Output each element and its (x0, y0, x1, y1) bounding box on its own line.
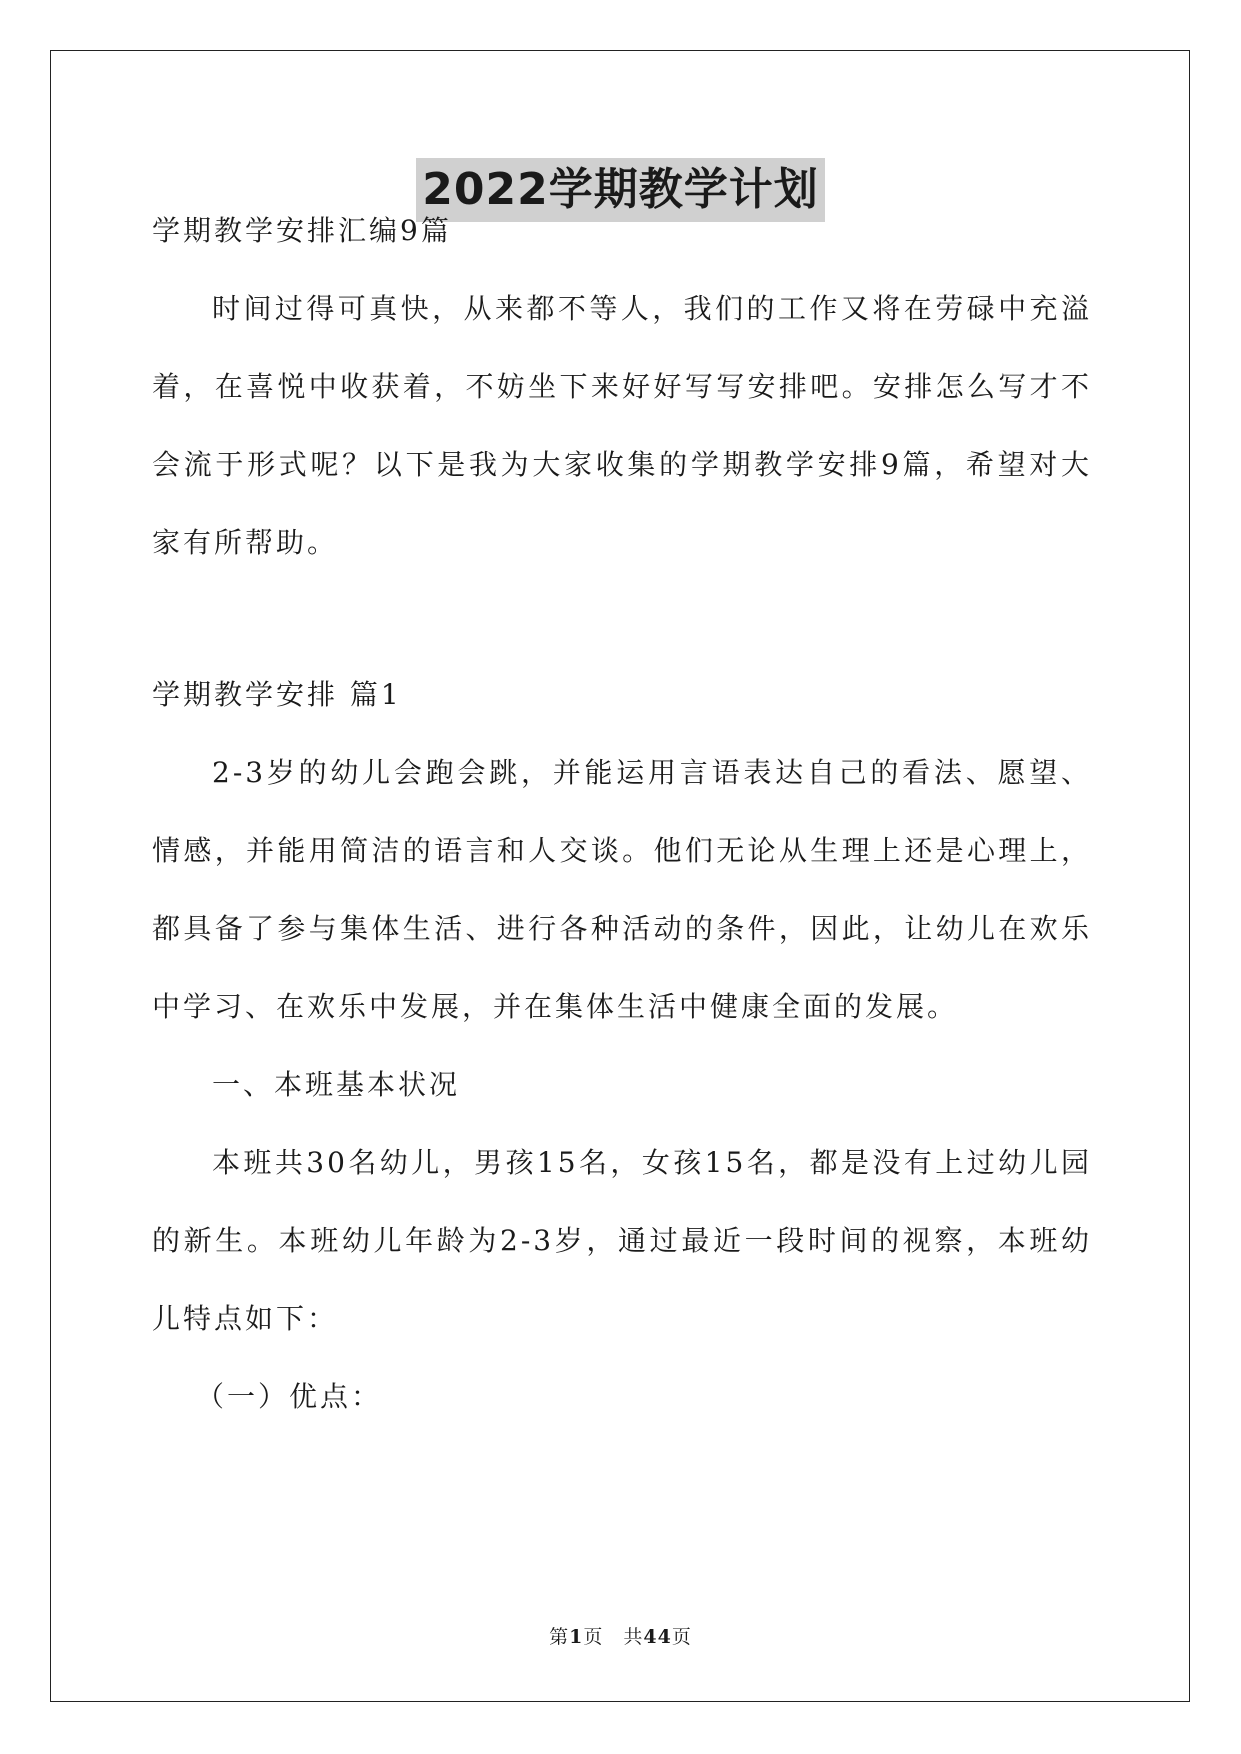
section-heading: 学期教学安排 篇1 (152, 678, 402, 711)
subheading-advantages: （一）优点： (196, 1380, 383, 1413)
footer-middle: 页 共 (583, 1626, 644, 1648)
document-title: 2022学期教学计划 (416, 158, 824, 222)
document-subtitle: 学期教学安排汇编9篇 (152, 214, 452, 247)
document-body (152, 192, 1092, 582)
paragraph-2: 本班共30名幼儿，男孩15名，女孩15名，都是没有上过幼儿园的新生。本班幼儿年龄为2-3岁，通过最近一段时间的视察，本班幼儿特点如下： (152, 1146, 1092, 1335)
page-footer (0, 1622, 1241, 1649)
footer-prefix: 第 (549, 1626, 570, 1648)
footer-total-pages: 44 (643, 1626, 672, 1648)
footer-suffix: 页 (671, 1626, 692, 1648)
subheading-basic-status: 一、本班基本状况 (212, 1068, 461, 1101)
footer-page-number: 1 (569, 1626, 584, 1648)
intro-paragraph: 时间过得可真快，从来都不等人，我们的工作又将在劳碌中充溢着，在喜悦中收获着，不妨坐下来好好写写安排吧。安排怎么写才不会流于形式呢？以下是我为大家收集的学期教学安排9篇，希望对大家有所帮助。 (152, 292, 1092, 559)
section-1 (152, 656, 1092, 1436)
paragraph-1: 2-3岁的幼儿会跑会跳，并能运用言语表达自己的看法、愿望、情感，并能用简洁的语言和人交谈。他们无论从生理上还是心理上，都具备了参与集体生活、进行各种活动的条件，因此，让幼儿在欢乐中学习、在欢乐中发展，并在集体生活中健康全面的发展。 (152, 756, 1092, 1023)
